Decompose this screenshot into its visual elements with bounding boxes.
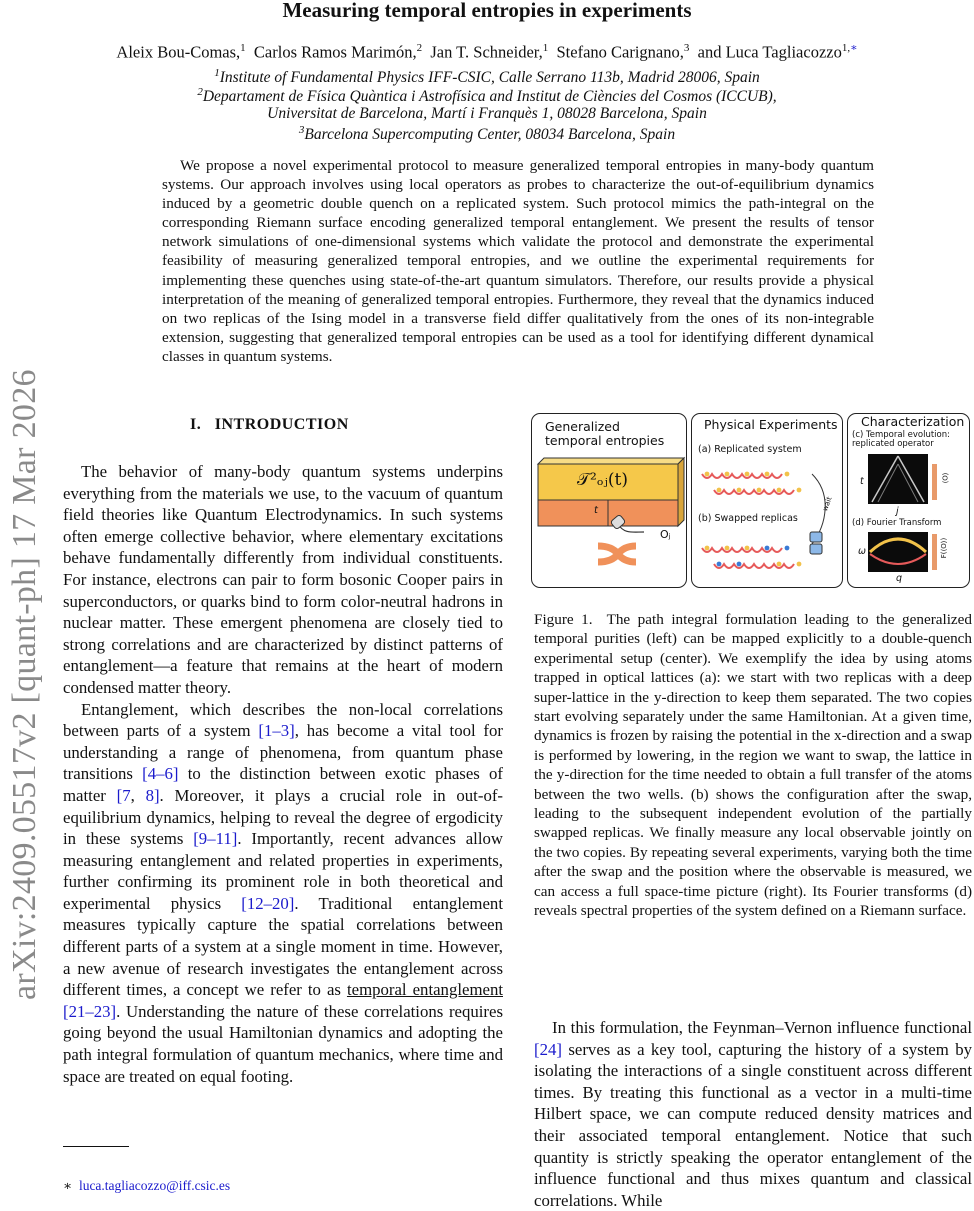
paragraph: The behavior of many-body quantum systems underpins everything from the materials we use, to the vacuum of quantum field theories like Quantum Electrodynamics. In such systems often emerge collective behavior, where elementary excitations behave fundamentally differently from individual constituents. For instance, electrons can pair to form bosonic Cooper pairs in superconductors, or quarks bind to form color-neutral hadrons in nuclear matter. These emergent phenomena are closely tied to strong correlations and are characterized by distinct patterns of entanglement—a feature that remains at the heart of modern condensed matter theory. xyxy=(63,462,503,697)
citation-link[interactable]: [12–20] xyxy=(241,893,295,913)
author: Jan T. Schneider, xyxy=(430,42,543,62)
abstract: We propose a novel experimental protocol to measure generalized temporal entropies in many-body quantum systems. Our approach involves using local operators as probes to characterize the out-of-equilibrium dynamics induced by a geometric double quench on a replicated system. Such protocol mimics the path-integral on the corresponding Riemann surface encoding generalized temporal entanglement. We present the results of tensor network simulations of one-dimensional systems which validate the protocol and demonstrate the experimental feasibility of measuring generalized temporal entropies, and we outline the experimental requirements for implementing these quenches using state-of-the-art quantum simulators. Therefore, our results provide a physical interpretation of the meaning of generalized temporal entropies. Furthermore, they reveal that the dynamics induced on two replicas of the Ising model in a transverse field differ qualitatively from the ones of its non-integrable extension, suggesting that generalized temporal entropies can be used as a tool for identifying different dynamical classes in quantum systems. xyxy=(162,157,874,365)
author: Stefano Carignano, xyxy=(556,42,684,62)
affiliation: Universitat de Barcelona, Martí i Franquès 1, 08028 Barcelona, Spain xyxy=(267,105,707,122)
footnote-rule xyxy=(63,1146,129,1147)
figure-panel-right: Characterization (c) Temporal evolution: replicated operator (d) Fourier Transform t j ω q ⟨O⟩ F(⟨O⟩) xyxy=(847,413,970,588)
paragraph: In this formulation, the Feynman–Vernon influence functional [24] serves as a key tool, capturing the history of a system by isolating the interactions of a single constituent across different times. By treating this functional as a vector in a multi-time Hilbert space, we can compute reduced density matrices and their associated temporal entanglement. Notice that such quantity is strictly speaking the operator entanglement of the influence functional and thus mixes quantum and classical correlations. While xyxy=(534,1018,972,1210)
affiliation: $^2$Departament de Física Quàntica i Astrofísica and Institut de Ciències del Cosmos (ICCUB), xyxy=(197,86,777,106)
author: Carlos Ramos Marimón, xyxy=(253,42,417,62)
citation-link[interactable]: [21–23] xyxy=(63,1001,117,1021)
right-column xyxy=(534,1017,972,1211)
paper-title: Measuring temporal entropies in experiments xyxy=(282,0,692,22)
figure-panel-center: Physical Experiments (a) Replicated system (b) Swapped replicas wait xyxy=(691,413,843,588)
citation-link[interactable]: [24] xyxy=(534,1039,562,1059)
heatmap-plots xyxy=(848,414,969,587)
paragraph: Entanglement, which describes the non-local correlations between parts of a system [1–3], has become a vital tool for understanding a range of phenomena, from quantum phase transitions [4–6] to the distinction between exotic phases of matter [7, 8]. Moreover, it plays a crucial role in out-of-equilibrium dynamics, helping to reveal the degree of ergodicity in these systems [9–11]. Importantly, recent advances allow measuring entanglement and related properties in experiments, further confirming its prominent role in both theoretical and experimental physics [12–20]. Traditional entanglement measures typically capture the spatial correlations between different parts of a system at a single moment in time. However, a new avenue of research investigates the entanglement across different times, a concept we refer to as temporal entanglement [21–23]. Understanding the nature of these correlations requires going beyond the usual Hamiltonian dynamics and adopting the path integral formulation of quantum mechanics, where time and space are treated on equal footing. xyxy=(63,699,504,1086)
citation-link[interactable]: [7 xyxy=(116,785,131,805)
purity-formula: 𝒯²ₒⱼ(t) xyxy=(577,470,628,490)
citation-link[interactable]: [1–3] xyxy=(258,721,295,741)
underlined-term: temporal entanglement xyxy=(346,980,503,1000)
citation-link[interactable]: [9–11] xyxy=(193,829,238,849)
double-slab-diagram xyxy=(532,414,686,587)
author: and Luca Tagliacozzo xyxy=(697,42,842,62)
author-list: Aleix Bou-Comas,$^1$ Carlos Ramos Marimón,$^2$ Jan T. Schneider,$^1$ Stefano Carignano,$^3$ and Luca Tagliacozzo$^{1,∗}$ xyxy=(116,42,858,62)
affiliation: $^3$Barcelona Supercomputing Center, 08034 Barcelona, Spain xyxy=(298,124,676,144)
footnote: ∗ luca.tagliacozzo@iff.csic.es xyxy=(63,1178,231,1193)
affiliation: $^1$Institute of Fundamental Physics IFF-CSIC, Calle Serrano 113b, Madrid 28006, Spain xyxy=(214,67,760,87)
figure-panel-left: Generalized temporal entropies 𝒯²ₒⱼ(t) t Oⱼ xyxy=(531,413,687,588)
figure-1 xyxy=(531,410,971,590)
corresponding-author-link[interactable]: ∗ xyxy=(850,42,858,54)
email-link[interactable]: luca.tagliacozzo@iff.csic.es xyxy=(78,1178,231,1193)
optical-lattice-diagram xyxy=(692,414,842,587)
section-heading: I. INTRODUCTION xyxy=(190,416,349,433)
arxiv-stamp: arXiv:2409.05517v2 [quant-ph] 17 Mar 2026 xyxy=(6,369,43,1000)
citation-link[interactable]: 8] xyxy=(145,785,160,805)
left-column xyxy=(63,461,503,1087)
figure-caption: Figure 1. The path integral formulation leading to the generalized temporal purities (left) can be mapped explicitly to a double-quench experimental setup (center). We exemplify the idea by using atoms trapped in optical lattices (a): we start with two replicas with a deep super-lattice in the y-direction to keep them separated. The two copies start evolving separately under the same Hamiltonian. At a given time, dynamics is frozen by raising the potential in the x-direction and a swap is performed by lowering, in the region we want to swap, the lattice in the y-direction for the time needed to obtain a full transfer of the atoms between the two wells. (b) shows the configuration after the swap, leading to the subsequent independent evolution of the partially swapped replicas. We finally measure any local observable jointly on the two copies. By repeating several experiments, varying both the time after the swap and the position where the observable is measured, we can access a full space-time picture (right). Its Fourier transforms (d) reveals spectral properties of the system defined on a Riemann surface. xyxy=(534,611,973,920)
author: Aleix Bou-Comas, xyxy=(116,42,241,62)
citation-link[interactable]: [4–6] xyxy=(142,764,179,784)
figure-label: Figure 1. xyxy=(534,611,593,628)
